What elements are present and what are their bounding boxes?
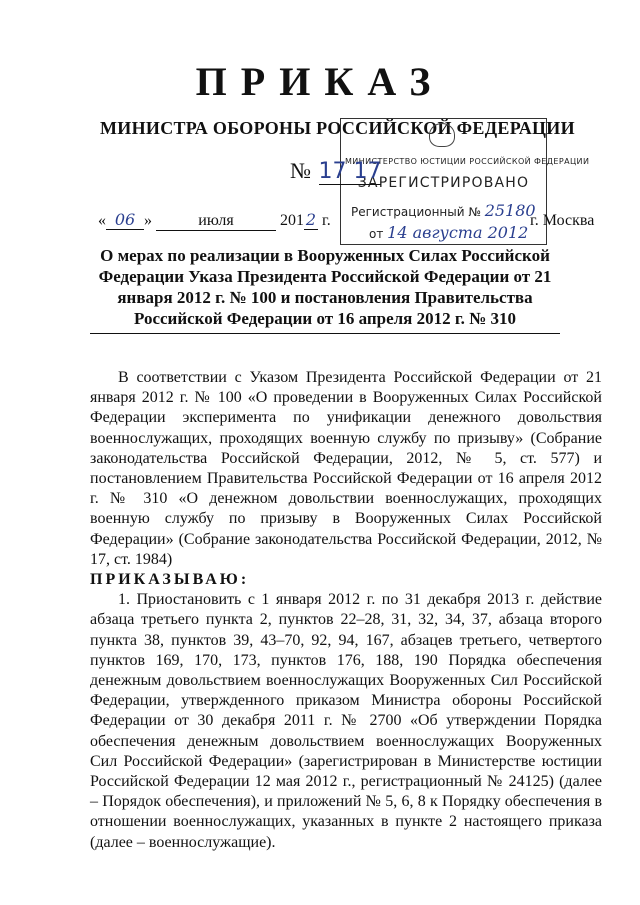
date-month: июля: [156, 212, 276, 231]
number-value: 17 17: [318, 159, 382, 184]
date-year-prefix: 201: [280, 212, 304, 229]
order-subject: О мерах по реализации в Вооруженных Силах Российской Федерации Указа Президента Российской Федерации от 21 января 2012 г. № 100 и постановления Правительства Российской Федерации от 16 апреля 2012 г. № 310: [90, 245, 560, 334]
date-day: 06: [106, 210, 144, 230]
date-close-quote: »: [144, 212, 152, 229]
stamp-reg-label: Регистрационный №: [351, 205, 481, 219]
emblem-icon: [429, 123, 455, 147]
stamp-registered: ЗАРЕГИСТРИРОВАНО: [357, 175, 530, 191]
paragraph-1: 1. Приостановить с 1 января 2012 г. по 31 декабря 2013 г. действие абзаца третьего пункта 2, пунктов 22–28, 31, 32, 34, 37, абзаца второго пункта 38, пунктов 39, 43–70, 92, 94, 167, абзацев третьего, четвертого пунктов 169, 170, 173, пунктов 176, 188, 190 Порядка обеспечения денежным довольствием военнослужащих Вооруженных Сил Российской Федерации, утвержденного приказом Министра обороны Российской Федерации от 30 декабря 2011 г. № 2700 «Об утверждении Порядка обеспечения денежным довольствием военнослужащих Вооруженных Сил Российской Федерации» (зарегистрирован в Министерстве юстиции Российской Федерации 12 мая 2012 г., регистрационный № 24125) (далее – Порядок обеспечения), и приложений № 5, 6, 8 к Порядку обеспечения в отношении военнослужащих, указанных в пункте 2 настоящего приказа (далее – военнослужащие).: [90, 591, 602, 851]
order-date: [98, 210, 331, 231]
order-number: [290, 158, 381, 185]
stamp-date-label: от: [369, 227, 384, 241]
stamp-reg-value: 25180: [484, 201, 536, 220]
preamble-paragraph: В соответствии с Указом Президента Российской Федерации от 21 января 2012 г. № 100 «О проведении в Вооруженных Силах Российской Федерации эксперимента по унификации денежного довольствия военнослужащих, проходящих военную службу по призыву» (Собрание законодательства Российской Федерации, 2012, № 5, ст. 577) и постановлением Правительства Российской Федерации от 16 апреля 2012 г. № 310 «О денежном довольствии военнослужащих, проходящих военную службу по призыву в Вооруженных Силах Российской Федерации» (Собрание законодательства Российской Федерации, 2012, № 17, ст. 1984): [90, 369, 602, 568]
stamp-reg-number: [351, 201, 536, 220]
city: г. Москва: [530, 212, 595, 229]
stamp-ministry: МИНИСТЕРСТВО ЮСТИЦИИ РОССИЙСКОЙ ФЕДЕРАЦИИ: [345, 157, 590, 166]
date-year-digit: 2: [305, 210, 317, 229]
issuer-line: МИНИСТРА ОБОРОНЫ РОССИЙСКОЙ ФЕДЕРАЦИИ: [100, 118, 575, 138]
date-open-quote: «: [98, 212, 106, 229]
order-word: ПРИКАЗЫВАЮ:: [90, 571, 250, 589]
number-prefix: №: [290, 158, 311, 183]
stamp-date-value: 14 августа 2012: [387, 223, 529, 242]
date-year-suffix: г.: [322, 212, 331, 229]
document-title: ПРИКАЗ: [195, 59, 445, 104]
order-body: [90, 368, 602, 853]
stamp-reg-date: [369, 223, 528, 242]
